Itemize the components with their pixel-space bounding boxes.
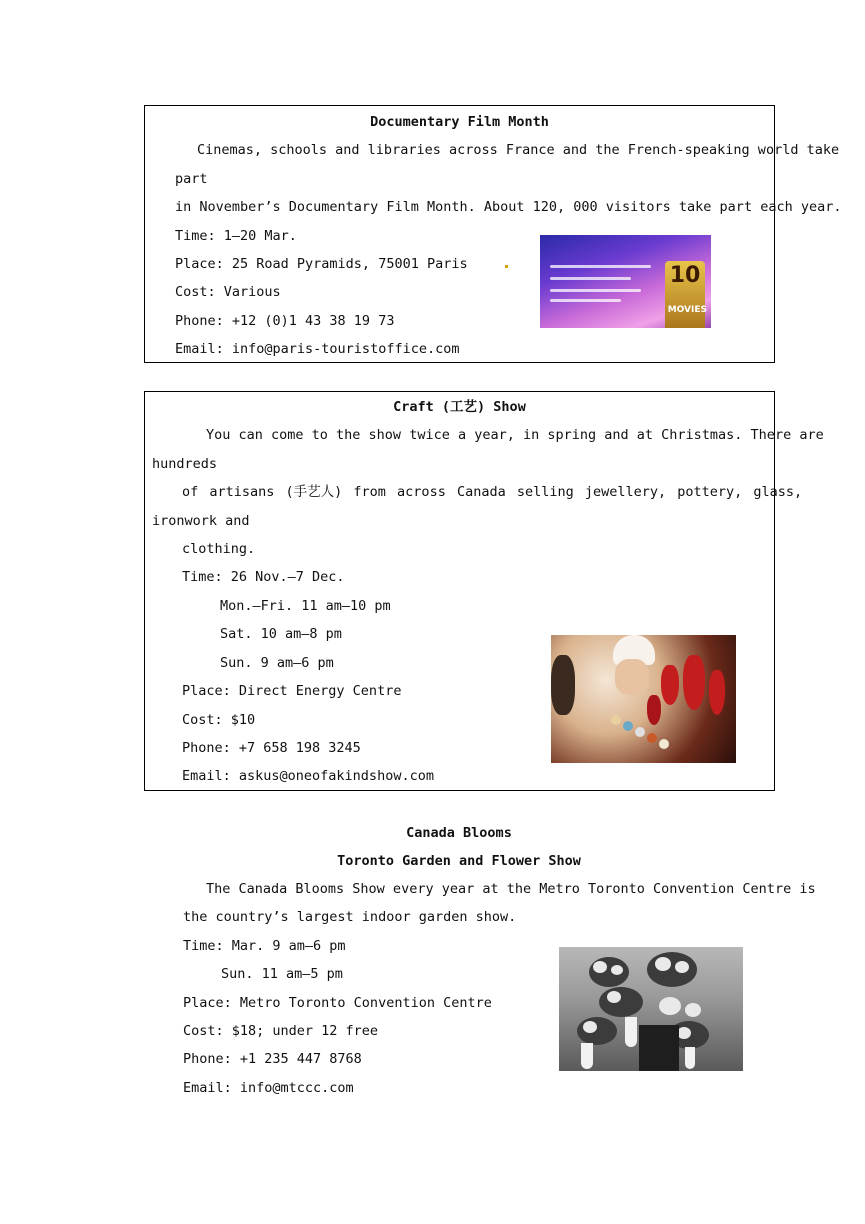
blooms-subtitle: Toronto Garden and Flower Show (337, 853, 581, 869)
film-place: Place: 25 Road Pyramids, 75001 Paris (175, 256, 468, 272)
craft-title: Craft (工艺) Show (393, 399, 526, 415)
blooms-cost: Cost: $18; under 12 free (183, 1023, 379, 1039)
film-desc-line2: part (175, 171, 208, 187)
craft-time: Time: 26 Nov.—7 Dec. (182, 569, 345, 585)
craft-place: Place: Direct Energy Centre (182, 683, 402, 699)
craft-desc-line3: of artisans (手艺人) from across Canada selling jewellery, pottery, glass, (182, 484, 803, 500)
blooms-email: Email: info@mtccc.com (183, 1080, 354, 1096)
film-time: Time: 1—20 Mar. (175, 228, 297, 244)
craft-desc-line2: hundreds (152, 456, 218, 472)
poster-ten-label: 10 (665, 261, 705, 331)
film-desc-line1: Cinemas, schools and libraries across France and the French-speaking world take (197, 142, 840, 158)
craft-desc-line5: clothing. (182, 541, 256, 557)
craft-hours-weekday: Mon.—Fri. 11 am—10 pm (220, 598, 391, 614)
craft-hours-saturday: Sat. 10 am—8 pm (220, 626, 342, 642)
blooms-title: Canada Blooms (406, 825, 512, 841)
film-cost: Cost: Various (175, 284, 281, 300)
craft-desc-line4: ironwork and (152, 513, 250, 529)
film-phone: Phone: +12 (0)1 43 38 19 73 (175, 313, 395, 329)
blooms-desc-line2: the country’s largest indoor garden show. (183, 909, 517, 925)
blooms-hours-sunday: Sun. 11 am—5 pm (221, 966, 343, 982)
blooms-place: Place: Metro Toronto Convention Centre (183, 995, 492, 1011)
craft-photo (551, 635, 736, 763)
film-title: Documentary Film Month (370, 114, 549, 130)
craft-desc-line1: You can come to the show twice a year, in spring and at Christmas. There are (206, 427, 824, 443)
blooms-phone: Phone: +1 235 447 8768 (183, 1051, 362, 1067)
film-email: Email: info@paris-touristoffice.com (175, 341, 460, 357)
craft-phone: Phone: +7 658 198 3245 (182, 740, 361, 756)
film-section (144, 105, 842, 363)
craft-cost: Cost: $10 (182, 712, 256, 728)
craft-section (144, 391, 824, 791)
decorative-dot (505, 265, 508, 268)
blooms-desc-line1: The Canada Blooms Show every year at the Metro Toronto Convention Centre is (206, 881, 816, 897)
film-poster-image (540, 235, 711, 342)
film-desc-line3: in November’s Documentary Film Month. About 120, 000 visitors take part each year. (175, 199, 842, 215)
poster-movies-label: MOVIES (667, 305, 707, 315)
flowers-photo (559, 947, 743, 1071)
blooms-time: Time: Mar. 9 am—6 pm (183, 938, 346, 954)
craft-email: Email: askus@oneofakindshow.com (182, 768, 434, 784)
craft-hours-sunday: Sun. 9 am—6 pm (220, 655, 334, 671)
